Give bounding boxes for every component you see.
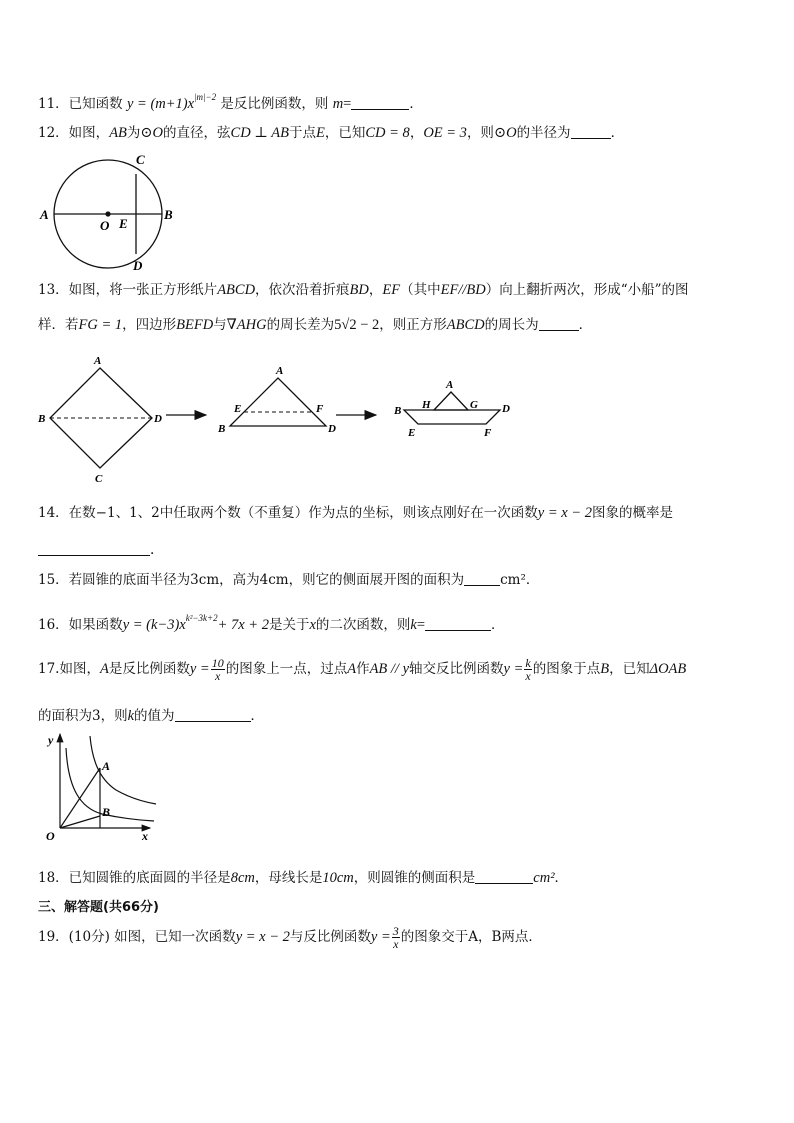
f3-label-h: H [422,399,431,411]
q12-t1: 为 [126,125,141,141]
answer-blank [38,541,150,556]
answer-blank [425,616,491,631]
q12-prefix: 12．如图， [38,125,110,141]
q13-t3: （其中 [400,282,441,298]
question-14 [38,503,673,523]
q18-radius: 8cm [230,870,255,886]
q17-line2-pre: 的面积为3，则 [38,708,128,724]
q12-cd8: CD = 8 [365,125,410,141]
q14-equation: y = x − 2 [537,505,592,521]
q12-circle-figure [36,148,186,274]
f3-label-f: F [484,427,492,439]
q19-prefix: 19．(10分) 如图，已知一次函数 [38,929,236,945]
q13-t1: ，依次沿着折痕 [255,282,350,298]
question-14-answer [38,540,154,560]
q11-middle: 是反比例函数，则 [220,96,329,112]
q17-d2: x [525,669,531,683]
q16-mid: 是关于 [268,617,310,633]
q19-t2: 的图象交于A，B两点． [400,929,542,945]
q16-prefix: 16．如果函数 [38,617,123,633]
q12-e: E [316,125,325,141]
q19-y: y = [370,929,391,945]
q18-prefix: 18．已知圆锥的底面圆的半径是 [38,870,231,886]
q11-end: ． [409,96,423,112]
section-heading: 三、解答题(共66分) [38,900,159,915]
f3-label-d: D [502,403,510,415]
f2-label-e: E [234,403,242,415]
q13-ef: EF [382,282,401,298]
q19-d: x [393,937,399,951]
q17-y2: y = [503,661,524,677]
q16-end: ． [491,617,505,633]
f1-label-a: A [94,355,102,367]
q16-x: x [309,617,316,633]
q16-equation: y = (k−3)x [122,617,186,633]
label-e: E [119,216,128,231]
label-c: C [136,152,145,167]
label-b: B [102,805,111,819]
q12-t5: ， [409,125,424,141]
q13-t5: 样．若 [38,317,79,333]
f2-label-a: A [276,365,284,377]
label-origin: O [46,829,55,843]
fraction-10-over-x [211,657,225,682]
q12-cd-perp: CD ⊥ AB [230,125,290,141]
q13-abcd: ABCD [217,282,256,298]
f3-label-b: B [394,405,402,417]
label-a: A [102,759,111,773]
q18-slant: 10cm [322,870,354,886]
q17-t2: 的图象上一点，过点 [225,661,348,677]
f3-label-g: G [470,399,478,411]
q13-end: ． [578,317,593,333]
q13-folding-figure [36,352,526,486]
answer-blank [539,316,579,331]
f1-label-c: C [95,473,103,485]
answer-blank [351,95,409,110]
q15-end: ． [525,572,540,588]
q12-end: ． [610,125,625,141]
q16-exponent: k²−3k+2 [185,613,218,623]
f1-label-b: B [38,413,46,425]
answer-blank [475,869,533,884]
q13-t9: ，则正方形 [379,317,447,333]
q11-prefix: 11．已知函数 [38,96,123,112]
q14-end: . [150,542,155,558]
q17-prefix: 17.如图， [38,661,100,677]
q13-t8: 的周长差为 [266,317,335,333]
q13-fg: FG = 1 [78,317,123,333]
q17-t6: ，已知 [609,661,650,677]
q11-exponent: |m|−2 [194,92,217,102]
q12-t2: 的直径，弦 [163,125,231,141]
q18-unit: cm² [533,870,555,886]
q17-graph-figure [36,728,160,846]
f2-label-b: B [218,423,226,435]
q17-line2-mid: 的值为 [134,708,175,724]
q11-equation: y = (m+1)x [126,96,195,112]
q17-t4: 轴交反比例函数 [409,661,504,677]
q17-n1: 10 [211,656,224,670]
q13-value: 5√2 − 2 [334,317,380,333]
q12-circle: ⊙O [140,125,164,141]
question-17-line2 [38,706,264,726]
q17-n2: k [525,656,531,670]
f1-label-d: D [154,413,162,425]
q17-a2: A [347,661,357,677]
q13-befd: BEFD [176,317,214,333]
question-12 [38,123,624,143]
label-a: A [40,207,49,222]
question-16 [38,608,505,635]
q17-a: A [99,661,109,677]
q17-t3: 作 [356,661,370,677]
q13-t10: 的周长为 [484,317,539,333]
q16-equation-2: + 7x + 2 [217,617,269,633]
fraction-3-over-x [392,925,400,950]
q12-circle-2: ⊙O [493,125,517,141]
fraction-k-over-x [524,657,531,682]
question-17 [38,654,686,684]
q17-y1: y = [189,661,210,677]
q19-n: 3 [392,924,399,938]
q12-t4: ，已知 [324,125,366,141]
q19-t1: 与反比例函数 [289,929,371,945]
label-o: O [100,218,110,233]
q13-efbd: EF//BD [440,282,486,298]
q17-ab-parallel: AB // y [369,661,410,677]
q13-t0: 13．如图，将一张正方形纸片 [38,282,218,298]
q16-mid2: 的二次函数，则 [315,617,411,633]
answer-blank [464,571,500,586]
q13-ahg: ∇AHG [226,317,267,333]
f2-label-f: F [316,403,324,415]
q18-end: ． [554,870,569,886]
q18-t1: ，母线长是 [254,870,323,886]
q11-equals: = [343,96,352,112]
q16-equals: = [416,617,426,633]
q17-t1: 是反比例函数 [108,661,190,677]
q12-t7: 的半径为 [516,125,571,141]
q12-oe3: OE = 3 [423,125,467,141]
q12-ab: AB [109,125,127,141]
axis-label-x: x [142,829,148,843]
q13-t4: ）向上翻折两次，形成“小船”的图 [485,282,689,298]
f3-label-a: A [446,379,454,391]
question-15 [38,570,539,590]
q13-t7: 与 [213,317,227,333]
label-b: B [164,207,173,222]
answer-blank [175,707,251,722]
q12-t3: 于点 [289,125,317,141]
q11-var: m [332,96,344,112]
q12-t6: ，则 [466,125,494,141]
q13-t6: ，四边形 [122,317,177,333]
label-d: D [133,258,143,273]
answer-blank [571,124,611,139]
question-18 [38,868,568,888]
question-13-line2 [38,315,592,335]
q13-t2: ， [368,282,383,298]
q17-k: k [127,708,135,724]
q17-triangle: ΔOAB [649,661,687,677]
question-19 [38,922,542,952]
f3-label-e: E [408,427,416,439]
q16-k: k [410,617,417,633]
q17-end: ． [250,708,265,724]
q15-unit: cm² [500,572,526,588]
axis-label-y: y [48,733,54,747]
q19-equation: y = x − 2 [235,929,290,945]
q17-b: B [600,661,610,677]
q15-text: 15．若圆锥的底面半径为3cm，高为4cm，则它的侧面展开图的面积为 [38,572,465,588]
q13-bd: BD [349,282,369,298]
q13-abcd-2: ABCD [446,317,485,333]
question-13-line1 [38,280,689,300]
q14-tail: 图象的概率是 [591,505,673,521]
q17-d1: x [215,669,221,683]
q17-t5: 的图象于点 [532,661,601,677]
q14-text: 14．在数−1、1、2中任取两个数（不重复）作为点的坐标，则该点刚好在一次函数 [38,505,538,521]
question-11 [38,87,423,114]
f2-label-d: D [328,423,336,435]
q18-t2: ，则圆锥的侧面积是 [353,870,476,886]
